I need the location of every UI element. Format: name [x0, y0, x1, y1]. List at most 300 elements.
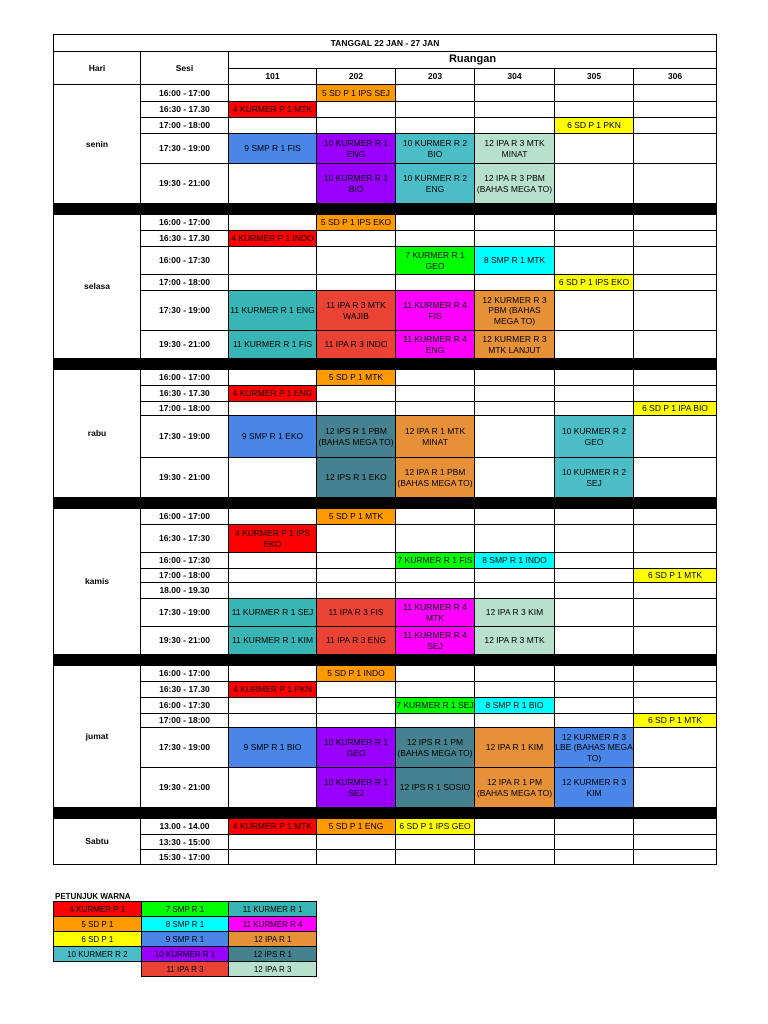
class-cell: 10 KURMER R 1 ENG: [317, 134, 396, 164]
session-time: 16:00 - 17:00: [141, 509, 229, 525]
day-separator: [54, 808, 717, 819]
class-cell: 11 KURMER R 1 KIM: [229, 627, 317, 655]
empty-cell: [475, 85, 555, 102]
legend-swatch: 12 IPS R 1: [229, 947, 317, 962]
class-cell: 4 KURMER P 1 PKN: [229, 682, 317, 698]
class-cell: 12 IPS R 1 PM (BAHAS MEGA TO): [396, 728, 475, 768]
class-cell: 11 KURMER R 1 FIS: [229, 331, 317, 359]
session-time: 17:00 - 18:00: [141, 569, 229, 583]
schedule-row: [54, 768, 717, 808]
empty-cell: [634, 458, 717, 498]
empty-cell: [229, 370, 317, 386]
separator-bar: [54, 359, 717, 370]
empty-cell: [555, 386, 634, 402]
empty-cell: [634, 164, 717, 204]
empty-cell: [634, 525, 717, 553]
empty-cell: [634, 386, 717, 402]
schedule-row: [54, 402, 717, 416]
session-time: 13:30 - 15:00: [141, 835, 229, 850]
legend-row: [54, 947, 317, 962]
empty-cell: [634, 666, 717, 682]
empty-cell: [634, 231, 717, 247]
schedule-row: [54, 525, 717, 553]
empty-cell: [229, 850, 317, 865]
room-header: 305: [555, 69, 634, 85]
empty-cell: [555, 583, 634, 599]
session-time: 16:00 - 17:30: [141, 698, 229, 714]
empty-cell: [555, 819, 634, 835]
empty-cell: [317, 231, 396, 247]
legend-swatch: 11 IPA R 3: [141, 962, 229, 977]
class-cell: 5 SD P 1 MTK: [317, 370, 396, 386]
session-time: 16:00 - 17:30: [141, 553, 229, 569]
empty-cell: [475, 386, 555, 402]
session-time: 16:30 - 17:30: [141, 525, 229, 553]
empty-cell: [396, 509, 475, 525]
schedule-row: [54, 275, 717, 291]
class-cell: 11 IPA R 3 FIS: [317, 599, 396, 627]
class-cell: 12 IPA R 3 MTK: [475, 627, 555, 655]
empty-cell: [317, 698, 396, 714]
session-time: 16:00 - 17:30: [141, 247, 229, 275]
empty-cell: [634, 583, 717, 599]
empty-cell: [475, 275, 555, 291]
empty-cell: [634, 85, 717, 102]
session-time: 19:30 - 21:00: [141, 768, 229, 808]
session-time: 17:30 - 19:00: [141, 134, 229, 164]
empty-cell: [396, 275, 475, 291]
header-sesi: Sesi: [141, 52, 229, 85]
day-separator: [54, 655, 717, 666]
class-cell: 12 IPS R 1 PBM (BAHAS MEGA TO): [317, 416, 396, 458]
schedule-row: [54, 458, 717, 498]
schedule-row: [54, 850, 717, 865]
class-cell: 4 KURMER P 1 INDO: [229, 231, 317, 247]
schedule-row: [54, 583, 717, 599]
empty-cell: [634, 850, 717, 865]
class-cell: 5 SD P 1 ENG: [317, 819, 396, 835]
class-cell: 10 KURMER R 2 SEJ: [555, 458, 634, 498]
empty-cell: [555, 231, 634, 247]
legend-swatch: 11 KURMER R 1: [229, 902, 317, 917]
class-cell: 4 KURMER P 1 MTK: [229, 102, 317, 118]
class-cell: 4 KURMER P 1 MTK: [229, 819, 317, 835]
session-time: 19:30 - 21:00: [141, 164, 229, 204]
empty-cell: [229, 553, 317, 569]
class-cell: 12 IPS R 1 EKO: [317, 458, 396, 498]
session-time: 15:30 - 17:00: [141, 850, 229, 865]
day-label: selasa: [54, 215, 141, 359]
room-header: 304: [475, 69, 555, 85]
legend-swatch: 8 SMP R 1: [141, 917, 229, 932]
schedule-table: [53, 34, 717, 865]
schedule-row: [54, 291, 717, 331]
legend-swatch: 11 KURMER R 4: [229, 917, 317, 932]
room-header: 101: [229, 69, 317, 85]
empty-cell: [475, 569, 555, 583]
class-cell: 6 SD P 1 IPS GEO: [396, 819, 475, 835]
empty-cell: [475, 714, 555, 728]
empty-cell: [634, 599, 717, 627]
session-time: 17:00 - 18:00: [141, 402, 229, 416]
empty-cell: [475, 118, 555, 134]
class-cell: 9 SMP R 1 BIO: [229, 728, 317, 768]
schedule-row: [54, 370, 717, 386]
empty-cell: [396, 386, 475, 402]
empty-cell: [555, 714, 634, 728]
empty-cell: [634, 331, 717, 359]
class-cell: 12 IPA R 3 KIM: [475, 599, 555, 627]
legend-swatch: 12 IPA R 3: [229, 962, 317, 977]
empty-cell: [229, 164, 317, 204]
empty-cell: [396, 525, 475, 553]
day-label: jumat: [54, 666, 141, 808]
empty-cell: [396, 850, 475, 865]
schedule-row: [54, 666, 717, 682]
empty-cell: [317, 402, 396, 416]
empty-cell: [634, 102, 717, 118]
empty-cell: [555, 682, 634, 698]
empty-cell: [475, 416, 555, 458]
empty-cell: [229, 835, 317, 850]
class-cell: 12 IPA R 1 PBM (BAHAS MEGA TO): [396, 458, 475, 498]
class-cell: 12 IPA R 1 MTK MINAT: [396, 416, 475, 458]
class-cell: 10 KURMER R 2 ENG: [396, 164, 475, 204]
class-cell: 10 KURMER R 1 GEO: [317, 728, 396, 768]
class-cell: 11 IPA R 3 MTK WAJIB: [317, 291, 396, 331]
legend-empty: [54, 962, 142, 977]
class-cell: 12 IPS R 1 SOSIO: [396, 768, 475, 808]
legend-row: [54, 917, 317, 932]
day-label: senin: [54, 85, 141, 204]
empty-cell: [396, 118, 475, 134]
empty-cell: [555, 835, 634, 850]
session-time: 19:30 - 21:00: [141, 458, 229, 498]
schedule-row: [54, 509, 717, 525]
class-cell: 11 KURMER R 1 ENG: [229, 291, 317, 331]
session-time: 19:30 - 21:00: [141, 331, 229, 359]
session-time: 16:30 - 17.30: [141, 682, 229, 698]
class-cell: 11 KURMER R 4 FIS: [396, 291, 475, 331]
empty-cell: [555, 370, 634, 386]
legend-swatch: 9 SMP R 1: [141, 932, 229, 947]
class-cell: 11 KURMER R 1 SEJ: [229, 599, 317, 627]
empty-cell: [229, 698, 317, 714]
empty-cell: [475, 835, 555, 850]
class-cell: 8 SMP R 1 MTK: [475, 247, 555, 275]
empty-cell: [229, 247, 317, 275]
empty-cell: [555, 569, 634, 583]
schedule-row: [54, 553, 717, 569]
empty-cell: [475, 525, 555, 553]
empty-cell: [229, 85, 317, 102]
legend-swatch: 5 SD P 1: [54, 917, 142, 932]
class-cell: 7 KURMER R 1 GEO: [396, 247, 475, 275]
empty-cell: [396, 402, 475, 416]
empty-cell: [634, 698, 717, 714]
class-cell: 7 KURMER R 1 FIS: [396, 553, 475, 569]
class-cell: 10 KURMER R 2 GEO: [555, 416, 634, 458]
class-cell: 6 SD P 1 IPS EKO: [555, 275, 634, 291]
legend-swatch: 10 KURMER R 1: [141, 947, 229, 962]
legend-swatch: 10 KURMER R 2: [54, 947, 142, 962]
empty-cell: [229, 569, 317, 583]
empty-cell: [634, 291, 717, 331]
session-time: 16:00 - 17:00: [141, 666, 229, 682]
schedule-row: [54, 134, 717, 164]
class-cell: 11 KURMER R 4 MTK: [396, 599, 475, 627]
empty-cell: [634, 215, 717, 231]
empty-cell: [396, 102, 475, 118]
schedule-row: [54, 599, 717, 627]
legend-row: [54, 932, 317, 947]
header-ruangan: Ruangan: [229, 52, 717, 69]
day-separator: [54, 498, 717, 509]
room-header: 306: [634, 69, 717, 85]
schedule-row: [54, 416, 717, 458]
session-time: 19:30 - 21:00: [141, 627, 229, 655]
class-cell: 10 KURMER R 1 SEJ: [317, 768, 396, 808]
empty-cell: [475, 509, 555, 525]
class-cell: 6 SD P 1 PKN: [555, 118, 634, 134]
schedule-row: [54, 819, 717, 835]
session-time: 17:30 - 19:00: [141, 291, 229, 331]
session-time: 16:00 - 17:00: [141, 215, 229, 231]
empty-cell: [634, 509, 717, 525]
session-time: 17:00 - 18:00: [141, 275, 229, 291]
empty-cell: [317, 118, 396, 134]
empty-cell: [317, 525, 396, 553]
empty-cell: [229, 768, 317, 808]
class-cell: 11 IPA R 3 ENG: [317, 627, 396, 655]
legend-row: [54, 962, 317, 977]
empty-cell: [229, 714, 317, 728]
empty-cell: [634, 247, 717, 275]
empty-cell: [555, 247, 634, 275]
class-cell: 11 IPA R 3 INDO: [317, 331, 396, 359]
empty-cell: [555, 331, 634, 359]
empty-cell: [317, 714, 396, 728]
empty-cell: [634, 835, 717, 850]
session-time: 16:30 - 17.30: [141, 231, 229, 247]
legend-swatch: 4 KURMER P 1: [54, 902, 142, 917]
empty-cell: [555, 402, 634, 416]
empty-cell: [475, 819, 555, 835]
empty-cell: [634, 134, 717, 164]
empty-cell: [555, 85, 634, 102]
empty-cell: [634, 728, 717, 768]
empty-cell: [229, 583, 317, 599]
class-cell: 6 SD P 1 IPA BIO: [634, 402, 717, 416]
class-cell: 6 SD P 1 MTK: [634, 714, 717, 728]
color-legend: [53, 901, 317, 977]
empty-cell: [475, 458, 555, 498]
empty-cell: [634, 553, 717, 569]
class-cell: 4 KURMER P 1 IPS EKO: [229, 525, 317, 553]
schedule-row: [54, 682, 717, 698]
empty-cell: [555, 509, 634, 525]
empty-cell: [555, 698, 634, 714]
empty-cell: [555, 627, 634, 655]
empty-cell: [555, 102, 634, 118]
schedule-row: [54, 247, 717, 275]
day-separator: [54, 204, 717, 215]
empty-cell: [396, 370, 475, 386]
class-cell: 8 SMP R 1 INDO: [475, 553, 555, 569]
empty-cell: [396, 835, 475, 850]
empty-cell: [396, 682, 475, 698]
class-cell: 12 IPA R 1 KIM: [475, 728, 555, 768]
session-time: 17:30 - 19:00: [141, 728, 229, 768]
day-label: Sabtu: [54, 819, 141, 865]
session-time: 17:00 - 18:00: [141, 714, 229, 728]
class-cell: 5 SD P 1 MTK: [317, 509, 396, 525]
empty-cell: [475, 682, 555, 698]
empty-cell: [229, 118, 317, 134]
empty-cell: [396, 583, 475, 599]
empty-cell: [396, 714, 475, 728]
legend-row: [54, 902, 317, 917]
schedule-row: [54, 698, 717, 714]
empty-cell: [396, 231, 475, 247]
schedule-row: [54, 215, 717, 231]
empty-cell: [229, 666, 317, 682]
class-cell: 8 SMP R 1 BIO: [475, 698, 555, 714]
schedule-title: TANGGAL 22 JAN - 27 JAN: [54, 35, 717, 52]
empty-cell: [555, 553, 634, 569]
class-cell: 5 SD P 1 INDO: [317, 666, 396, 682]
empty-cell: [555, 291, 634, 331]
class-cell: 7 KURMER R 1 SEJ: [396, 698, 475, 714]
legend-swatch: 7 SMP R 1: [141, 902, 229, 917]
class-cell: 5 SD P 1 IPS SEJ: [317, 85, 396, 102]
class-cell: 12 IPA R 3 PBM (BAHAS MEGA TO): [475, 164, 555, 204]
empty-cell: [634, 416, 717, 458]
empty-cell: [317, 850, 396, 865]
empty-cell: [634, 370, 717, 386]
empty-cell: [317, 569, 396, 583]
session-time: 16:30 - 17.30: [141, 102, 229, 118]
empty-cell: [229, 402, 317, 416]
class-cell: 10 KURMER R 1 BIO: [317, 164, 396, 204]
empty-cell: [555, 164, 634, 204]
empty-cell: [317, 386, 396, 402]
session-time: 17:30 - 19:00: [141, 416, 229, 458]
legend-swatch: 12 IPA R 1: [229, 932, 317, 947]
room-header: 203: [396, 69, 475, 85]
schedule-row: [54, 231, 717, 247]
header-hari: Hari: [54, 52, 141, 85]
separator-bar: [54, 498, 717, 509]
empty-cell: [475, 850, 555, 865]
empty-cell: [396, 85, 475, 102]
class-cell: 9 SMP R 1 FIS: [229, 134, 317, 164]
empty-cell: [475, 370, 555, 386]
session-time: 17:30 - 19:00: [141, 599, 229, 627]
schedule-row: [54, 102, 717, 118]
empty-cell: [317, 275, 396, 291]
class-cell: 12 IPA R 3 MTK MINAT: [475, 134, 555, 164]
legend-body: [54, 902, 317, 977]
session-time: 13.00 - 14.00: [141, 819, 229, 835]
empty-cell: [555, 599, 634, 627]
empty-cell: [555, 215, 634, 231]
legend-title: PETUNJUK WARNA: [55, 892, 131, 901]
empty-cell: [229, 215, 317, 231]
day-label: kamis: [54, 509, 141, 655]
schedule-row: [54, 714, 717, 728]
schedule-row: [54, 386, 717, 402]
empty-cell: [396, 569, 475, 583]
empty-cell: [396, 666, 475, 682]
empty-cell: [475, 402, 555, 416]
empty-cell: [317, 553, 396, 569]
empty-cell: [317, 682, 396, 698]
class-cell: 12 IPA R 1 PM (BAHAS MEGA TO): [475, 768, 555, 808]
schedule-row: [54, 569, 717, 583]
empty-cell: [634, 275, 717, 291]
class-cell: 12 KURMER R 3 KIM: [555, 768, 634, 808]
empty-cell: [475, 102, 555, 118]
separator-bar: [54, 204, 717, 215]
empty-cell: [317, 583, 396, 599]
class-cell: 11 KURMER R 4 SEJ: [396, 627, 475, 655]
class-cell: 5 SD P 1 IPS EKO: [317, 215, 396, 231]
separator-bar: [54, 655, 717, 666]
schedule-row: [54, 627, 717, 655]
session-time: 18.00 - 19.30: [141, 583, 229, 599]
empty-cell: [634, 682, 717, 698]
empty-cell: [555, 850, 634, 865]
session-time: 16:00 - 17:00: [141, 85, 229, 102]
empty-cell: [396, 215, 475, 231]
schedule-row: [54, 835, 717, 850]
session-time: 16:30 - 17.30: [141, 386, 229, 402]
empty-cell: [555, 525, 634, 553]
schedule-row: [54, 85, 717, 102]
session-time: 16:00 - 17:00: [141, 370, 229, 386]
schedule-body: [54, 85, 717, 865]
empty-cell: [634, 118, 717, 134]
class-cell: 6 SD P 1 MTK: [634, 569, 717, 583]
empty-cell: [229, 509, 317, 525]
session-time: 17:00 - 18:00: [141, 118, 229, 134]
empty-cell: [555, 134, 634, 164]
legend-swatch: 6 SD P 1: [54, 932, 142, 947]
empty-cell: [317, 102, 396, 118]
class-cell: 12 KURMER R 3 MTK LANJUT: [475, 331, 555, 359]
class-cell: 4 KURMER P 1 ENG: [229, 386, 317, 402]
empty-cell: [475, 666, 555, 682]
schedule-row: [54, 728, 717, 768]
class-cell: 12 KURMER R 3 PBM (BAHAS MEGA TO): [475, 291, 555, 331]
separator-bar: [54, 808, 717, 819]
schedule-row: [54, 164, 717, 204]
empty-cell: [555, 666, 634, 682]
class-cell: 11 KURMER R 4 ENG: [396, 331, 475, 359]
schedule-row: [54, 118, 717, 134]
empty-cell: [634, 627, 717, 655]
schedule-row: [54, 331, 717, 359]
class-cell: 10 KURMER R 2 BIO: [396, 134, 475, 164]
empty-cell: [475, 583, 555, 599]
day-label: rabu: [54, 370, 141, 498]
class-cell: 9 SMP R 1 EKO: [229, 416, 317, 458]
empty-cell: [475, 231, 555, 247]
day-separator: [54, 359, 717, 370]
empty-cell: [317, 835, 396, 850]
empty-cell: [229, 458, 317, 498]
